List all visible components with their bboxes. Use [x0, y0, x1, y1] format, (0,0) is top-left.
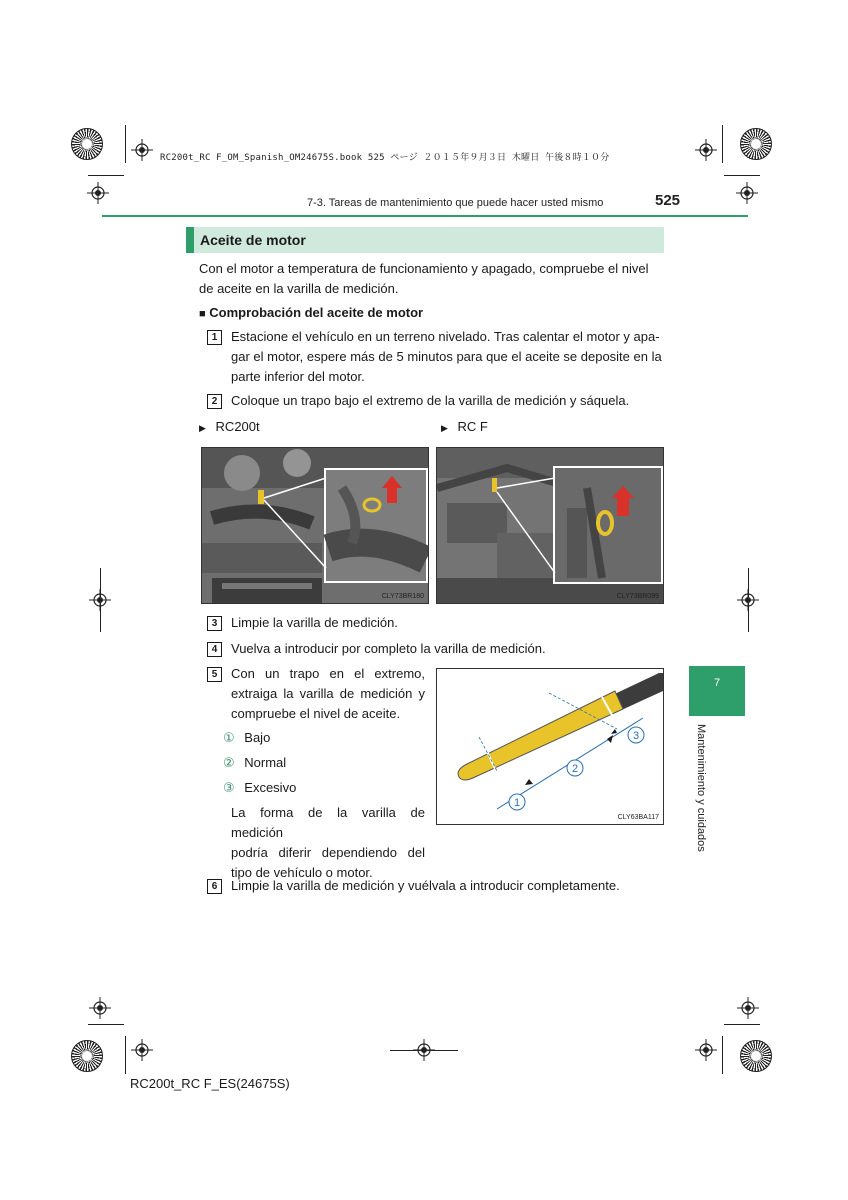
circled-number-2-icon: ②	[223, 755, 235, 770]
footer-model-code: RC200t_RC F_ES(24675S)	[130, 1076, 290, 1091]
crosshair-icon	[131, 1039, 153, 1061]
crop-line	[722, 125, 723, 163]
registration-wheel-icon	[71, 1040, 103, 1072]
chapter-number: 7	[713, 677, 721, 689]
note-line: podría diferir dependiendo del	[231, 845, 425, 860]
step-text-line: Limpie la varilla de medición y vuélvala a introducir completamente.	[231, 878, 620, 893]
model-label-rc200t	[199, 417, 260, 438]
step-text-line: extraiga la varilla de medición y	[231, 686, 425, 701]
crop-line	[125, 125, 126, 163]
crop-line	[724, 175, 760, 176]
registration-wheel-icon	[740, 128, 772, 160]
level-label: Normal	[244, 755, 287, 770]
step-text-line: gar el motor, espere más de 5 minutos para que el aceite se deposite en la	[231, 349, 662, 364]
crosshair-icon	[737, 997, 759, 1019]
step-text-line: Con un trapo en el extremo,	[231, 666, 425, 681]
running-header-title: 7-3. Tareas de mantenimiento que puede hacer usted mismo	[307, 197, 604, 209]
section-title: Aceite de motor	[200, 232, 306, 248]
dipstick-figure	[436, 668, 664, 825]
step-text-line: Limpie la varilla de medición.	[231, 615, 398, 630]
step-number-box: 1	[207, 330, 222, 345]
step-number-box: 2	[207, 394, 222, 409]
subheading	[199, 303, 423, 324]
image-code: CLY73BR180	[381, 593, 424, 600]
crosshair-icon	[736, 182, 758, 204]
callout-2: 2	[571, 763, 579, 775]
triangle-right-icon: ▶	[199, 423, 206, 433]
print-info-line: RC200t_RC F_OM_Spanish_OM24675S.book 525 ページ ２０１５年９月３日 木曜日 午後８時１０分	[160, 153, 610, 163]
step-2	[207, 391, 667, 411]
step-number-box: 4	[207, 642, 222, 657]
model-name: RC F	[457, 419, 488, 434]
crop-line	[722, 1036, 723, 1074]
step-6	[207, 876, 620, 896]
page-number: 525	[655, 192, 681, 209]
step-number-box: 6	[207, 879, 222, 894]
dipstick-note	[231, 803, 425, 883]
image-code: CLY63BA117	[617, 814, 659, 821]
dipstick-illustration	[437, 669, 663, 824]
step-3	[207, 613, 398, 633]
engine-bay-illustration	[202, 448, 428, 603]
chapter-tab	[689, 666, 745, 716]
crop-line	[748, 568, 749, 632]
crop-line	[88, 1024, 124, 1025]
crosshair-icon	[89, 997, 111, 1019]
note-line: La forma de la varilla de medición	[231, 805, 425, 840]
step-text-line: compruebe el nivel de aceite.	[231, 706, 401, 721]
circled-number-3-icon: ③	[223, 780, 235, 795]
triangle-right-icon: ▶	[441, 423, 448, 433]
level-item-low	[223, 728, 270, 748]
model-label-rcf	[441, 417, 488, 438]
engine-bay-illustration	[437, 448, 663, 603]
step-5	[207, 664, 425, 724]
circled-number-1-icon: ①	[223, 730, 235, 745]
crop-line	[390, 1050, 458, 1051]
header-rule	[102, 215, 748, 217]
section-title-bar	[186, 227, 664, 253]
step-text-line: parte inferior del motor.	[231, 369, 365, 384]
callout-3: 3	[632, 730, 640, 742]
step-text-line: Vuelva a introducir por completo la varilla de medición.	[231, 641, 546, 656]
level-item-excessive	[223, 778, 296, 798]
model-name: RC200t	[215, 419, 260, 434]
crop-line	[125, 1036, 126, 1074]
square-bullet-icon: ■	[199, 308, 206, 320]
crop-line	[724, 1024, 760, 1025]
crop-line	[88, 175, 124, 176]
crosshair-icon	[87, 182, 109, 204]
registration-wheel-icon	[71, 128, 103, 160]
engine-photo-rc200t	[201, 447, 429, 604]
step-4	[207, 639, 546, 659]
step-number-box: 3	[207, 616, 222, 631]
crosshair-icon	[131, 139, 153, 161]
intro-paragraph: Con el motor a temperatura de funcionamiento y apagado, compruebe el nivel de aceite en la varilla de medición.	[199, 261, 649, 296]
step-1	[207, 327, 667, 387]
chapter-label: Mantenimiento y cuidados	[695, 724, 707, 852]
registration-wheel-icon	[740, 1040, 772, 1072]
step-number-box: 5	[207, 667, 222, 682]
note-line: tipo de vehículo o motor.	[231, 865, 373, 880]
crosshair-icon	[695, 139, 717, 161]
subheading-text: Comprobación del aceite de motor	[209, 305, 424, 320]
crosshair-icon	[695, 1039, 717, 1061]
engine-photo-rcf	[436, 447, 664, 604]
level-label: Excesivo	[244, 780, 297, 795]
step-text-line: Coloque un trapo bajo el extremo de la varilla de medición y sáquela.	[231, 393, 630, 408]
image-code: CLY73BR099	[616, 593, 659, 600]
callout-1: 1	[513, 797, 521, 809]
step-text-line: Estacione el vehículo en un terreno nivelado. Tras calentar el motor y apa-	[231, 329, 660, 344]
level-label: Bajo	[244, 730, 271, 745]
crop-line	[100, 568, 101, 632]
level-item-normal	[223, 753, 286, 773]
